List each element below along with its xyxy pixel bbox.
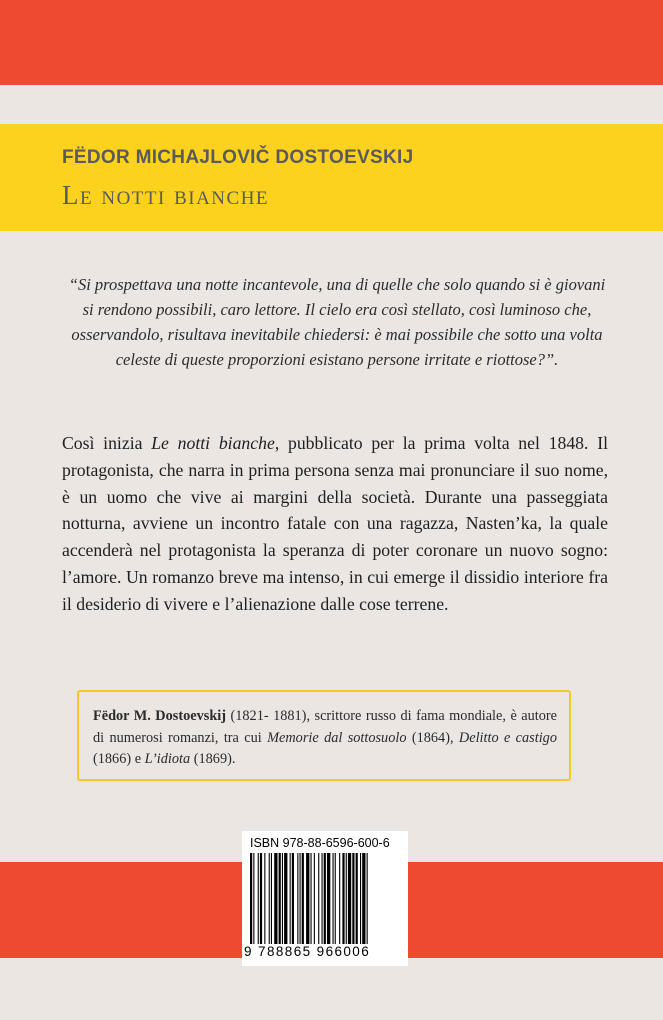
synopsis-title-ref: Le notti bianche <box>151 433 275 453</box>
barcode-bar <box>348 853 351 949</box>
synopsis-text: , pubblicato per la prima volta nel 1848. Il protagonista, che narra in prima persona senza mai pronunciare il suo nome, è un uomo che vive ai margini della società. Durante una passeggiata notturna, avviene un incontro fatale con una ragazza, Nasten’ka, la quale accenderà nel protagonista la speranza di poter coronare un nuovo sogno: l’amore. Un romanzo breve ma intenso, in cui emerge il dissidio interiore fra il desiderio di vivere e l’alienazione dalle cose terrene. <box>62 433 608 614</box>
barcode-bar <box>322 853 323 949</box>
bio-text-2: (1864), <box>406 729 459 746</box>
bio-text-4: (1869). <box>190 751 236 767</box>
barcode-bar <box>253 853 254 949</box>
synopsis-intro: Così inizia <box>62 433 152 453</box>
synopsis <box>62 430 608 618</box>
bio-work-1: Memorie dal sottosuolo <box>267 729 407 746</box>
barcode-bar <box>250 853 252 949</box>
author-bio-box <box>77 690 571 781</box>
bio-name: Fëdor M. Dostoevskij <box>93 708 226 724</box>
barcode-bar <box>274 853 277 949</box>
barcode-bar <box>362 853 365 949</box>
barcode-bar <box>292 853 294 949</box>
barcode-bar <box>339 853 340 949</box>
book-title: Le notti bianche <box>62 180 270 210</box>
barcode-bar <box>356 853 358 949</box>
barcode-digits: 9 788865 966006 <box>244 944 404 959</box>
barcode-bar <box>342 853 344 949</box>
barcode-bar <box>290 853 291 949</box>
barcode-bar <box>327 853 330 949</box>
barcode-bar <box>271 853 272 949</box>
barcode-bar <box>297 853 298 949</box>
barcode-bar <box>318 853 319 949</box>
bio-text-1: (1821- 1881), scrittore russo di fama mondiale, è autore di numerosi romanzi, tra cui <box>93 708 557 746</box>
barcode-bar <box>269 853 270 949</box>
barcode-bar <box>367 853 368 949</box>
author-name: FËDOR MICHAJLOVIČ DOSTOEVSKIJ <box>62 147 414 168</box>
barcode-bar <box>360 853 361 949</box>
title-band <box>0 124 663 231</box>
barcode-bar <box>302 853 304 949</box>
barcode-bar <box>258 853 259 949</box>
barcode-bars <box>248 853 402 953</box>
bio-text-3: (1866) e <box>93 751 145 767</box>
bio-paragraph <box>93 706 557 771</box>
barcode-bar <box>346 853 347 949</box>
author-bio <box>93 706 557 771</box>
bio-work-2: Delitto e castigo <box>458 729 557 746</box>
opening-quote <box>62 272 612 372</box>
barcode-bar <box>314 853 315 949</box>
barcode-box <box>242 831 408 966</box>
barcode-bar <box>300 853 301 949</box>
synopsis-paragraph <box>62 430 608 618</box>
barcode-bar <box>324 853 326 949</box>
barcode-bar <box>306 853 309 949</box>
barcode-bar <box>260 853 262 949</box>
barcode-bar <box>284 853 287 949</box>
quote-text: “Si prospettava una notte incantevole, una di quelle che solo quando si è giovani si rendono possibili, caro lettore. Il cielo era così stellato, così luminoso che, osservandolo, risultava inevitabile chiedersi: è mai possibile che sotto una volta celeste di queste proporzioni esistano persone irritate e riottose?”. <box>68 275 606 369</box>
barcode-bar <box>311 853 312 949</box>
barcode-bar <box>279 853 281 949</box>
isbn-label: ISBN 978-88-6596-600-6 <box>250 836 390 850</box>
barcode-bar <box>333 853 334 949</box>
barcode-bar <box>282 853 283 949</box>
barcode-bar <box>352 853 354 949</box>
bio-work-3: L’idiota <box>144 751 191 767</box>
barcode-bar <box>264 853 265 949</box>
top-red-band <box>0 0 663 85</box>
barcode-bar <box>335 853 336 949</box>
